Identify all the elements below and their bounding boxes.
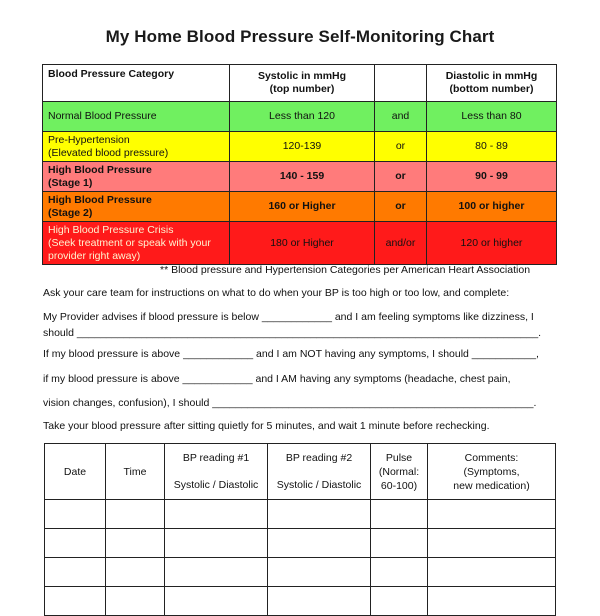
pulse-line2: (Normal:	[378, 465, 420, 478]
systolic-cell: 120-139	[230, 132, 375, 162]
bp-category-table	[42, 64, 557, 265]
row-pre-hypertension	[43, 132, 557, 162]
log-cell-pulse[interactable]	[371, 529, 428, 558]
diastolic-cell: 80 - 89	[427, 132, 557, 162]
bp-log-table	[44, 443, 556, 616]
header-conjunction	[375, 65, 427, 102]
header-pulse	[371, 444, 428, 500]
systolic-cell: Less than 120	[230, 102, 375, 132]
diastolic-cell: 120 or higher	[427, 222, 557, 265]
log-cell-bp1[interactable]	[165, 587, 268, 616]
header-comments	[428, 444, 556, 500]
header-category: Blood Pressure Category	[43, 65, 230, 102]
log-cell-time[interactable]	[106, 529, 165, 558]
header-diastolic	[427, 65, 557, 102]
category-line2: (Stage 2)	[48, 206, 93, 219]
header-systolic	[230, 65, 375, 102]
log-row	[45, 500, 556, 529]
diastolic-cell: Less than 80	[427, 102, 557, 132]
log-cell-time[interactable]	[106, 587, 165, 616]
header-time: Time	[106, 444, 165, 500]
conjunction-cell: and/or	[375, 222, 427, 265]
category-cell	[43, 192, 230, 222]
log-cell-date[interactable]	[45, 587, 106, 616]
log-cell-date[interactable]	[45, 529, 106, 558]
row-stage-2	[43, 192, 557, 222]
instruction-line: should _______________________________________________________________________________.	[43, 327, 542, 339]
category-line1: High Blood Pressure	[48, 193, 152, 206]
conjunction-cell: or	[375, 192, 427, 222]
bp2-sub-label: Systolic / Diastolic	[276, 479, 362, 491]
comments-line3: new medication)	[453, 479, 530, 492]
row-stage-1	[43, 162, 557, 192]
log-cell-bp1[interactable]	[165, 529, 268, 558]
row-normal	[43, 102, 557, 132]
pulse-line3: 60-100)	[380, 479, 418, 492]
comments-line2: (Symptoms,	[463, 465, 520, 478]
log-cell-pulse[interactable]	[371, 558, 428, 587]
header-bp-reading-2	[268, 444, 371, 500]
category-line1: High Blood Pressure Crisis	[48, 223, 174, 236]
category-line2: (Seek treatment or speak with your	[48, 236, 211, 249]
bp1-sub-label: Systolic / Diastolic	[173, 479, 259, 491]
log-cell-comments[interactable]	[428, 558, 556, 587]
instructions-intro: Ask your care team for instructions on what to do when your BP is too high or too low, and complete:	[43, 287, 510, 299]
footnote: ** Blood pressure and Hypertension Categories per American Heart Association	[160, 264, 531, 276]
category-line1: High Blood Pressure	[48, 163, 152, 176]
header-systolic-line1: Systolic in mmHg	[257, 70, 347, 82]
category-cell	[43, 132, 230, 162]
log-cell-bp2[interactable]	[268, 558, 371, 587]
category-line2: (Stage 1)	[48, 176, 93, 189]
header-diastolic-line1: Diastolic in mmHg	[445, 70, 538, 82]
conjunction-cell: and	[375, 102, 427, 132]
instruction-line: Take your blood pressure after sitting quietly for 5 minutes, and wait 1 minute before rechecking.	[43, 420, 490, 432]
log-cell-date[interactable]	[45, 558, 106, 587]
log-cell-comments[interactable]	[428, 529, 556, 558]
header-diastolic-line2: (bottom number)	[449, 83, 534, 95]
log-row	[45, 587, 556, 616]
diastolic-cell: 90 - 99	[427, 162, 557, 192]
header-date: Date	[45, 444, 106, 500]
row-crisis	[43, 222, 557, 265]
log-cell-bp2[interactable]	[268, 587, 371, 616]
log-cell-bp1[interactable]	[165, 558, 268, 587]
log-cell-time[interactable]	[106, 558, 165, 587]
category-cell	[43, 222, 230, 265]
bp-header-row	[43, 65, 557, 102]
category-line3: provider right away)	[48, 249, 141, 262]
category-line1: Pre-Hypertension	[48, 133, 130, 146]
log-cell-pulse[interactable]	[371, 587, 428, 616]
log-row	[45, 529, 556, 558]
conjunction-cell: or	[375, 132, 427, 162]
comments-line1: Comments:	[464, 451, 519, 464]
diastolic-cell: 100 or higher	[427, 192, 557, 222]
log-cell-pulse[interactable]	[371, 500, 428, 529]
pulse-line1: Pulse	[385, 451, 413, 464]
log-cell-bp2[interactable]	[268, 500, 371, 529]
systolic-cell: 140 - 159	[230, 162, 375, 192]
header-systolic-line2: (top number)	[269, 83, 335, 95]
instruction-line: My Provider advises if blood pressure is below ____________ and I am feeling symptoms like dizziness, I	[43, 311, 534, 323]
bp1-label: BP reading #1	[182, 452, 250, 464]
instruction-line: If my blood pressure is above ____________ and I am NOT having any symptoms, I should ___________,	[43, 348, 539, 360]
instruction-line: vision changes, confusion), I should _______________________________________________________.	[43, 397, 537, 409]
bp2-label: BP reading #2	[285, 452, 353, 464]
category-line2: (Elevated blood pressure)	[48, 146, 169, 159]
log-header-row	[45, 444, 556, 500]
log-cell-bp1[interactable]	[165, 500, 268, 529]
systolic-cell: 160 or Higher	[230, 192, 375, 222]
log-cell-comments[interactable]	[428, 500, 556, 529]
log-cell-date[interactable]	[45, 500, 106, 529]
conjunction-cell: or	[375, 162, 427, 192]
page-title: My Home Blood Pressure Self-Monitoring Chart	[105, 27, 495, 46]
header-bp-reading-1	[165, 444, 268, 500]
log-cell-time[interactable]	[106, 500, 165, 529]
systolic-cell: 180 or Higher	[230, 222, 375, 265]
category-cell: Normal Blood Pressure	[43, 102, 230, 132]
log-row	[45, 558, 556, 587]
log-cell-bp2[interactable]	[268, 529, 371, 558]
category-cell	[43, 162, 230, 192]
instruction-line: if my blood pressure is above ____________ and I AM having any symptoms (headache, chest pain,	[43, 373, 511, 385]
log-cell-comments[interactable]	[428, 587, 556, 616]
